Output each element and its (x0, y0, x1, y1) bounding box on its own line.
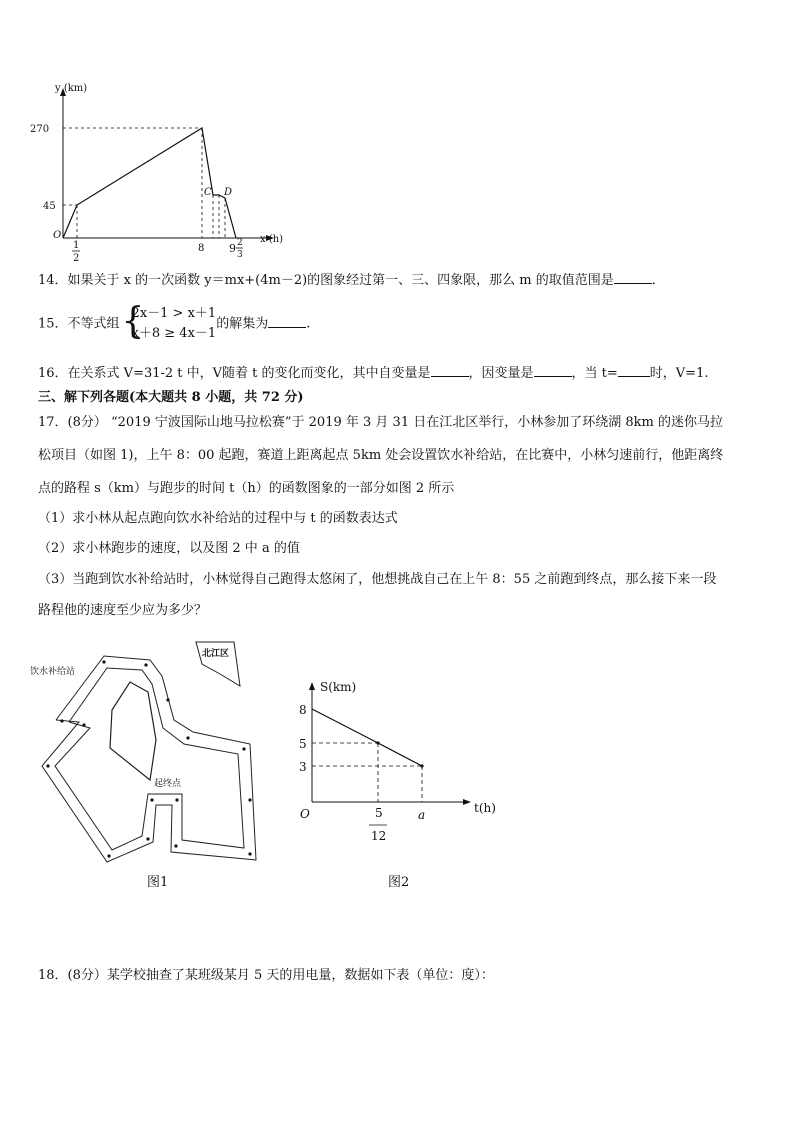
question-14 (38, 271, 665, 290)
question-16 (38, 364, 708, 383)
graph-1-point-c: C (204, 187, 212, 198)
label-station: 饮水补给站 (30, 667, 76, 677)
fig2-line (312, 709, 422, 766)
graph-1-y-label: y (km) (55, 83, 88, 94)
graph-1 (30, 78, 290, 263)
figure-2-graph (290, 675, 510, 850)
question-15-prefix: 15．不等式组 (38, 316, 120, 332)
question-15-system: { 2x－1 > x＋1 x＋8 ≥ 4x－1 (121, 301, 217, 342)
question-18: 18．(8分）某学校抽查了某班级某月 5 天的用电量，数据如下表（单位：度）： (38, 968, 494, 983)
graph-1-y-tick-45: 45 (43, 201, 56, 212)
question-17-sub-3a: （3）当跑到饮水补给站时，小林觉得自己跑得太悠闲了，他想挑战自己在上午 8：55 之前跑到终点，那么接下来一段 (38, 572, 717, 587)
question-15-end: . (306, 316, 311, 332)
question-15-row-1: 2x－1 > x＋1 (131, 306, 217, 321)
graph-1-x-tick-9: 9 (229, 242, 236, 255)
question-15-blank[interactable] (268, 315, 306, 328)
fig2-x-label: t(h) (474, 801, 496, 815)
graph-1-x-tick-half-den: 2 (73, 253, 80, 263)
question-15 (38, 301, 311, 345)
question-16-part1: 16．在关系式 V=31-2 t 中，V随着 t 的变化而变化，其中自变量是 (38, 366, 431, 381)
question-16-part4: 时，V=1. (649, 366, 709, 381)
graph-1-point-d: D (224, 187, 233, 198)
graph-1-x-tick-8: 8 (198, 243, 205, 254)
question-17-sub-1: （1）求小林从起点跑向饮水补给站的过程中与 t 的函数表达式 (38, 511, 398, 526)
question-16-blank-3[interactable] (618, 364, 650, 377)
graph-1-line (63, 128, 236, 238)
fig2-origin: O (300, 807, 310, 821)
question-17-line-1: 17．(8分） “2019 宁波国际山地马拉松赛”于 2019 年 3 月 31 日在江北区举行，小林参加了环绕湖 8km 的迷你马拉 (38, 415, 723, 430)
question-15-suffix: 的解集为 (216, 316, 269, 332)
fig2-x-tick-den: 12 (371, 829, 387, 843)
question-14-blank[interactable] (614, 271, 652, 284)
section-3-title: 三、解下列各题(本大题共 8 小题，共 72 分) (38, 390, 304, 405)
question-16-part3: ，当 t= (571, 366, 618, 381)
fig2-y-tick-5: 5 (299, 737, 307, 751)
graph-1-x-tick-frac-num: 2 (237, 238, 243, 248)
question-17-sub-3b: 路程他的速度至少应为多少？ (38, 603, 208, 618)
figure-1-caption: 图1 (147, 875, 169, 890)
fig2-y-tick-8: 8 (299, 703, 307, 717)
question-15-row-2: x＋8 ≥ 4x－1 (131, 326, 217, 341)
question-17-line-3: 点的路程 s（km）与跑步的时间 t（h）的函数图象的一部分如图 2 所示 (38, 481, 455, 496)
question-16-blank-2[interactable] (534, 364, 572, 377)
lake (110, 682, 156, 780)
graph-1-x-tick-frac-den: 3 (237, 250, 243, 260)
fig2-x-tick-num: 5 (375, 806, 383, 820)
question-17-sub-2: （2）求小林跑步的速度，以及图 2 中 a 的值 (38, 541, 300, 556)
question-16-blank-1[interactable] (431, 364, 469, 377)
route-outer (42, 656, 256, 862)
question-16-part2: ，因变量是 (468, 366, 534, 381)
graph-1-origin: O (53, 230, 62, 241)
figure-2-caption: 图2 (388, 875, 410, 890)
label-district: 北江区 (202, 649, 230, 659)
fig2-y-label: S(km) (320, 680, 357, 694)
fig2-y-tick-3: 3 (299, 760, 307, 774)
graph-1-x-tick-half-num: 1 (73, 240, 80, 251)
question-17-line-2: 松项目（如图 1)，上午 8：00 起跑，赛道上距离起点 5km 处会设置饮水补给站，在比赛中，小林匀速前行，他距离终 (38, 448, 724, 463)
graph-1-x-label: x (h) (260, 234, 284, 245)
graph-1-y-tick-270: 270 (30, 124, 50, 135)
route-inner (55, 668, 244, 850)
fig2-x-tick-a: a (418, 808, 426, 822)
question-14-text: 14．如果关于 x 的一次函数 y＝mx+(4m－2)的图象经过第一、三、四象限，那么 m 的取值范围是 (38, 273, 614, 288)
route-dots (46, 660, 251, 857)
question-14-end: ． (651, 273, 665, 288)
figure-1-map (30, 640, 280, 870)
label-start: 起终点 (154, 779, 182, 789)
